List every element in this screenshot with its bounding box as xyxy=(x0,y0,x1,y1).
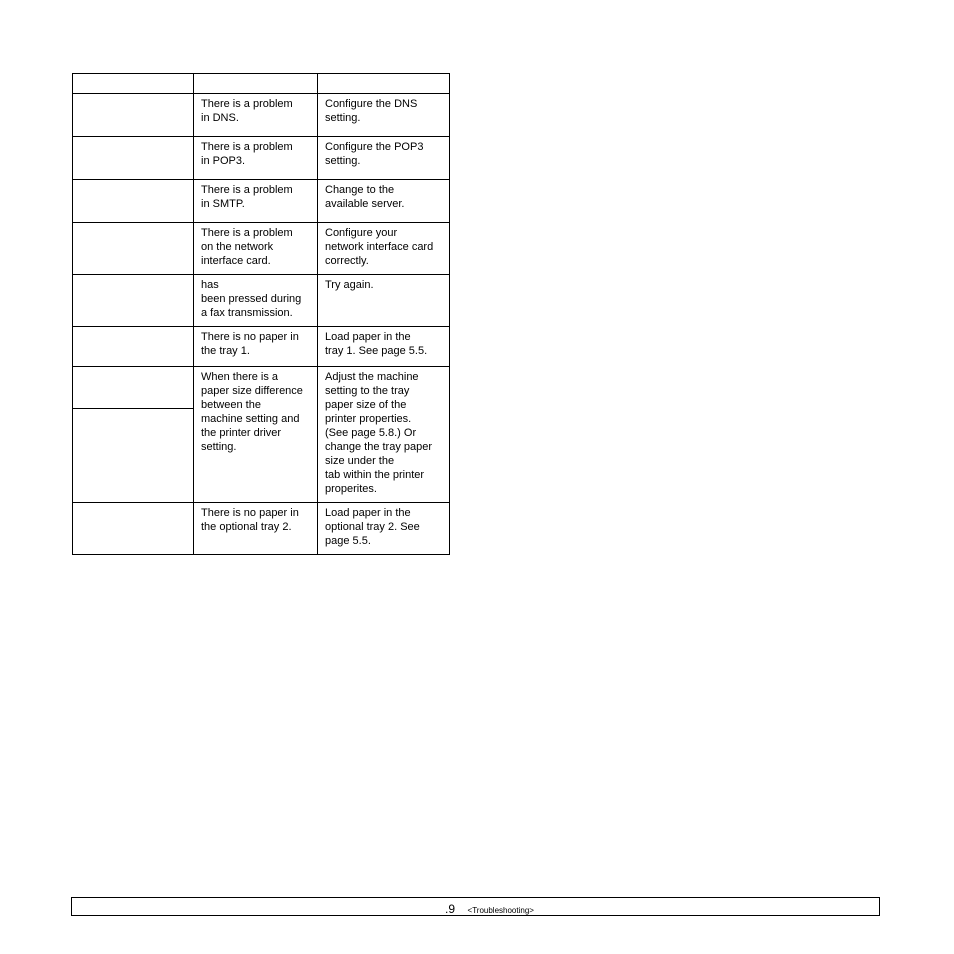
meaning-text: There is a problem on the network interface card. xyxy=(201,227,293,267)
solution-cell xyxy=(318,223,450,275)
message-cell xyxy=(73,327,194,367)
table-row xyxy=(73,327,450,367)
table-row xyxy=(73,180,450,223)
solution-cell xyxy=(318,275,450,327)
header-meaning xyxy=(194,74,318,94)
solution-cell xyxy=(318,327,450,367)
header-message xyxy=(73,74,194,94)
solution-text: Change to the available server. xyxy=(325,184,405,210)
message-cell xyxy=(73,137,194,180)
meaning-cell xyxy=(194,223,318,275)
solution-text: Configure the POP3 setting. xyxy=(325,141,424,167)
meaning-cell xyxy=(194,275,318,327)
solution-cell xyxy=(318,137,450,180)
table-row xyxy=(73,503,450,555)
solution-text: Adjust the machine setting to the tray paper size of the printer properties. (See page 5.8.) Or change the tray paper size under the tab within the printer properites. xyxy=(325,371,433,495)
meaning-cell xyxy=(194,180,318,223)
solution-cell xyxy=(318,503,450,555)
solution-cell xyxy=(318,367,450,503)
message-cell xyxy=(73,367,194,409)
table-row xyxy=(73,94,450,137)
solution-cell xyxy=(318,180,450,223)
page-number: .9 xyxy=(445,902,456,916)
page-footer xyxy=(71,897,880,916)
troubleshooting-table xyxy=(72,73,450,555)
message-cell xyxy=(73,503,194,555)
message-cell xyxy=(73,223,194,275)
table-row xyxy=(73,275,450,327)
table-row xyxy=(73,223,450,275)
table-row xyxy=(73,367,450,409)
chapter-label: <Troubleshooting> xyxy=(467,906,534,915)
meaning-text: When there is a paper size difference between the machine setting and the printer driver setting. xyxy=(201,371,303,453)
table-row xyxy=(73,137,450,180)
meaning-cell xyxy=(194,137,318,180)
meaning-text: There is no paper in the tray 1. xyxy=(201,331,299,357)
message-cell xyxy=(73,180,194,223)
meaning-cell xyxy=(194,503,318,555)
meaning-cell xyxy=(194,367,318,503)
message-cell xyxy=(73,94,194,137)
meaning-text: There is a problem in DNS. xyxy=(201,98,293,124)
meaning-text: There is a problem in POP3. xyxy=(201,141,293,167)
meaning-cell xyxy=(194,327,318,367)
header-solution xyxy=(318,74,450,94)
solution-text: Load paper in the tray 1. See page 5.5. xyxy=(325,331,428,357)
solution-text: Configure the DNS setting. xyxy=(325,98,418,124)
solution-cell xyxy=(318,94,450,137)
meaning-text: has been pressed during a fax transmission. xyxy=(201,279,302,319)
table-header-row xyxy=(73,74,450,94)
solution-text: Load paper in the optional tray 2. See page 5.5. xyxy=(325,507,420,547)
solution-text: Try again. xyxy=(325,279,374,291)
meaning-text: There is no paper in the optional tray 2. xyxy=(201,507,299,533)
footer-content xyxy=(72,900,879,918)
message-cell xyxy=(73,275,194,327)
message-cell xyxy=(73,409,194,503)
meaning-text: There is a problem in SMTP. xyxy=(201,184,293,210)
meaning-cell xyxy=(194,94,318,137)
solution-text: Configure your network interface card correctly. xyxy=(325,227,434,267)
